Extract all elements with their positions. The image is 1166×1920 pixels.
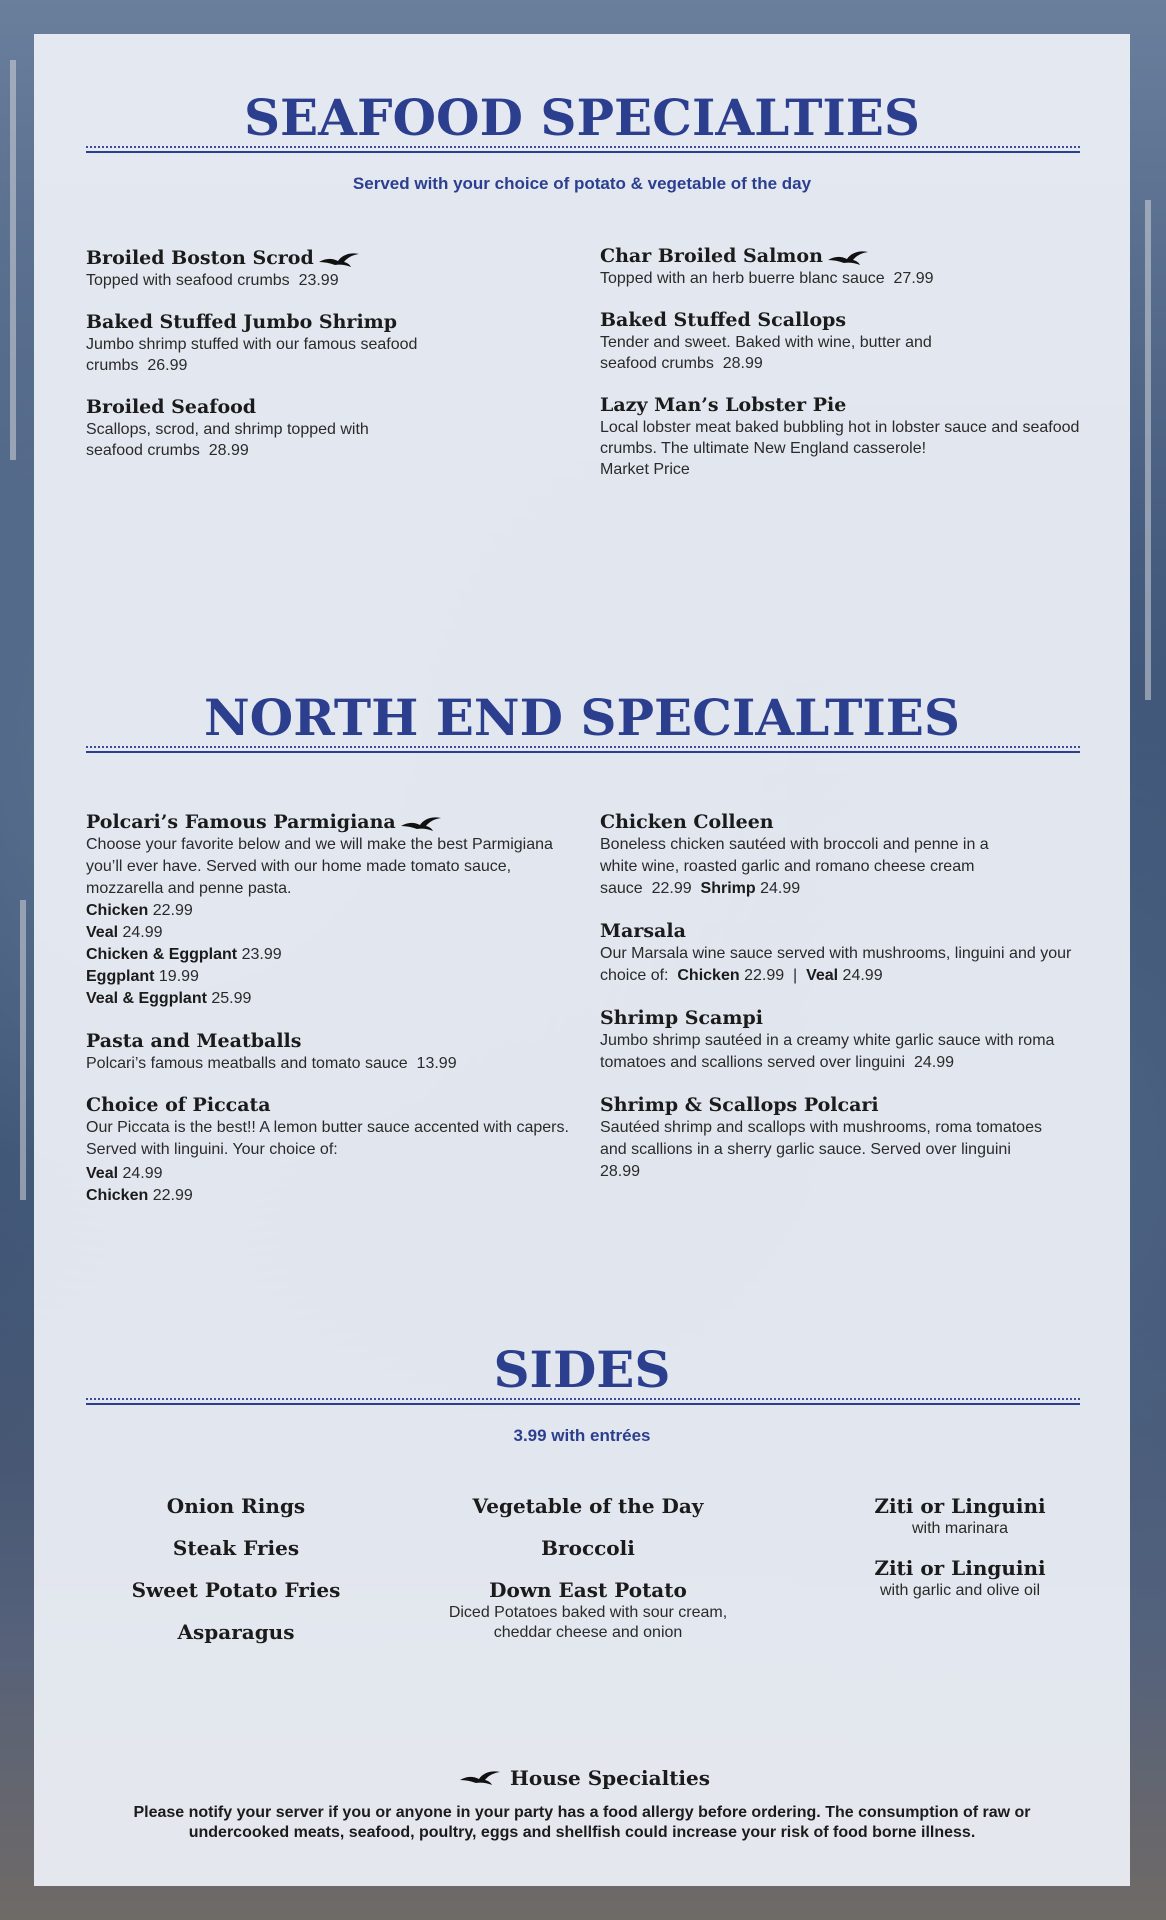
seafood-rule	[86, 146, 1080, 152]
side-item: Ziti or Linguini	[874, 1494, 1046, 1518]
separator: |	[793, 967, 798, 984]
option-price: 22.99	[152, 1187, 193, 1204]
menu-item	[600, 810, 1080, 900]
background-mast	[20, 900, 26, 1200]
extra-label: Shrimp	[700, 880, 756, 897]
item-price: 26.99	[147, 357, 188, 374]
sides-subtitle: 3.99 with entrées	[513, 1426, 651, 1445]
item-name: Marsala	[600, 920, 686, 942]
item-description: Local lobster meat baked bubbling hot in lobster sauce and seafood crumbs. The ultimate New England casserole!	[600, 419, 1080, 457]
item-price: 28.99	[208, 442, 249, 459]
menu-item	[600, 244, 1080, 289]
sides-column-3	[800, 1493, 1120, 1601]
background-mast	[10, 60, 16, 460]
menu-item	[86, 246, 426, 291]
option-label: Veal & Eggplant	[86, 990, 207, 1007]
item-description: Polcari’s famous meatballs and tomato sauce	[86, 1055, 408, 1072]
sides-rule	[86, 1398, 1080, 1404]
item-description: Topped with an herb buerre blanc sauce	[600, 270, 885, 287]
item-price: 27.99	[893, 270, 934, 287]
north-end-rule	[86, 746, 1080, 752]
menu-item	[86, 310, 426, 376]
side-item: Sweet Potato Fries	[131, 1578, 341, 1602]
seafood-title: SEAFOOD SPECIALTIES	[243, 88, 921, 147]
option-price: 24.99	[842, 967, 883, 984]
menu-item	[86, 395, 426, 461]
option-price: 24.99	[122, 1165, 163, 1182]
seagull-icon	[458, 1767, 502, 1787]
north-end-title: NORTH END SPECIALTIES	[203, 688, 961, 747]
option-price: 22.99	[744, 967, 785, 984]
item-name: Lazy Man’s Lobster Pie	[600, 394, 847, 416]
item-description: Our Piccata is the best!! A lemon butter sauce accented with capers. Served with linguini. Your choice of:	[86, 1119, 569, 1158]
option-label: Chicken	[86, 1187, 149, 1204]
sides-column-1	[106, 1493, 366, 1645]
item-name: Broiled Seafood	[86, 396, 257, 418]
item-description: Boneless chicken sautéed with broccoli and penne in a white wine, roasted garlic and romano cheese cream sauce	[600, 836, 989, 897]
seagull-icon	[827, 247, 869, 267]
menu-item	[600, 1006, 1080, 1074]
item-price: 23.99	[298, 272, 339, 289]
side-note: Diced Potatoes baked with sour cream, cheddar cheese and onion	[448, 1604, 728, 1641]
side-item: Steak Fries	[172, 1536, 300, 1560]
option-label: Veal	[86, 1165, 119, 1182]
side-item: Down East Potato	[489, 1578, 687, 1602]
option-price: 23.99	[241, 946, 282, 963]
item-price: Market Price	[600, 461, 690, 478]
side-item: Ziti or Linguini	[874, 1556, 1046, 1580]
side-item: Vegetable of the Day	[472, 1494, 704, 1518]
option-label: Eggplant	[86, 968, 155, 985]
menu-page	[34, 34, 1130, 1886]
item-price: 28.99	[722, 355, 763, 372]
item-name: Chicken Colleen	[600, 811, 774, 833]
item-description: Tender and sweet. Baked with wine, butter and seafood crumbs	[600, 334, 932, 372]
north-end-left-column	[86, 810, 576, 1226]
option-price: 22.99	[152, 902, 193, 919]
seafood-subtitle: Served with your choice of potato & vegetable of the day	[352, 174, 812, 193]
menu-item	[600, 1093, 1080, 1183]
menu-item	[86, 810, 576, 1010]
option-label: Chicken	[677, 967, 740, 984]
option-row	[86, 988, 576, 1010]
seafood-right-column	[600, 244, 1080, 499]
side-note: with garlic and olive oil	[879, 1582, 1041, 1599]
item-name: Shrimp Scampi	[600, 1007, 763, 1029]
item-description: Scallops, scrod, and shrimp topped with seafood crumbs	[86, 421, 369, 459]
option-row	[86, 900, 576, 922]
option-label: Veal	[86, 924, 119, 941]
background-mast	[1145, 200, 1151, 700]
item-description: Jumbo shrimp stuffed with our famous seafood crumbs	[86, 336, 418, 374]
item-name: Pasta and Meatballs	[86, 1030, 302, 1052]
item-name: Polcari’s Famous Parmigiana	[86, 811, 396, 833]
sides-column-2	[428, 1493, 748, 1643]
option-row	[86, 966, 576, 988]
option-row	[86, 1163, 576, 1185]
side-item: Broccoli	[541, 1536, 635, 1560]
item-price: 28.99	[600, 1163, 641, 1180]
menu-item	[86, 1029, 576, 1074]
seagull-icon	[400, 813, 442, 833]
item-description: Sautéed shrimp and scallops with mushrooms, roma tomatoes and scallions in a sherry garlic sauce. Served over linguini	[600, 1119, 1042, 1158]
item-description: Our Marsala wine sauce served with mushrooms, linguini and your choice of:	[600, 945, 1072, 984]
house-specialties-legend	[34, 1766, 1130, 1790]
item-name: Shrimp & Scallops Polcari	[600, 1094, 879, 1116]
option-price: 19.99	[158, 968, 199, 985]
item-price: 22.99	[651, 880, 692, 897]
extra-price: 24.99	[760, 880, 801, 897]
side-note: with marinara	[911, 1520, 1009, 1537]
side-item: Asparagus	[177, 1620, 295, 1644]
option-row	[86, 1185, 576, 1207]
option-row	[86, 944, 576, 966]
item-name: Broiled Boston Scrod	[86, 247, 314, 269]
item-description: Jumbo shrimp sautéed in a creamy white garlic sauce with roma tomatoes and scallions served over linguini	[600, 1032, 1055, 1071]
item-name: Baked Stuffed Jumbo Shrimp	[86, 311, 398, 333]
north-end-right-column	[600, 810, 1080, 1202]
menu-item	[86, 1093, 576, 1207]
option-label: Chicken	[86, 902, 149, 919]
option-label: Veal	[806, 967, 839, 984]
item-name: Choice of Piccata	[86, 1094, 271, 1116]
option-row	[86, 922, 576, 944]
item-description: Topped with seafood crumbs	[86, 272, 290, 289]
allergy-notice: Please notify your server if you or anyone in your party has a food allergy before ordering. The consumption of raw or undercooked meats, seafood, poultry, eggs and shellfish could increase your risk of food borne illness.	[133, 1804, 1031, 1841]
option-label: Chicken & Eggplant	[86, 946, 238, 963]
house-specialties-label: House Specialties	[509, 1766, 711, 1790]
item-name: Char Broiled Salmon	[600, 245, 823, 267]
menu-item	[600, 393, 1080, 480]
sides-title: SIDES	[493, 1340, 671, 1399]
item-name: Baked Stuffed Scallops	[600, 309, 847, 331]
item-price: 24.99	[913, 1054, 954, 1071]
item-price: 13.99	[416, 1055, 457, 1072]
option-price: 25.99	[211, 990, 252, 1007]
item-description: Choose your favorite below and we will make the best Parmigiana you’ll ever have. Served with our home made tomato sauce, mozzarella and penne pasta.	[86, 836, 553, 897]
seagull-icon	[318, 249, 360, 269]
seafood-left-column	[86, 246, 426, 480]
option-price: 24.99	[122, 924, 163, 941]
menu-item	[600, 308, 1080, 374]
side-item: Onion Rings	[166, 1494, 306, 1518]
menu-item	[600, 919, 1080, 987]
